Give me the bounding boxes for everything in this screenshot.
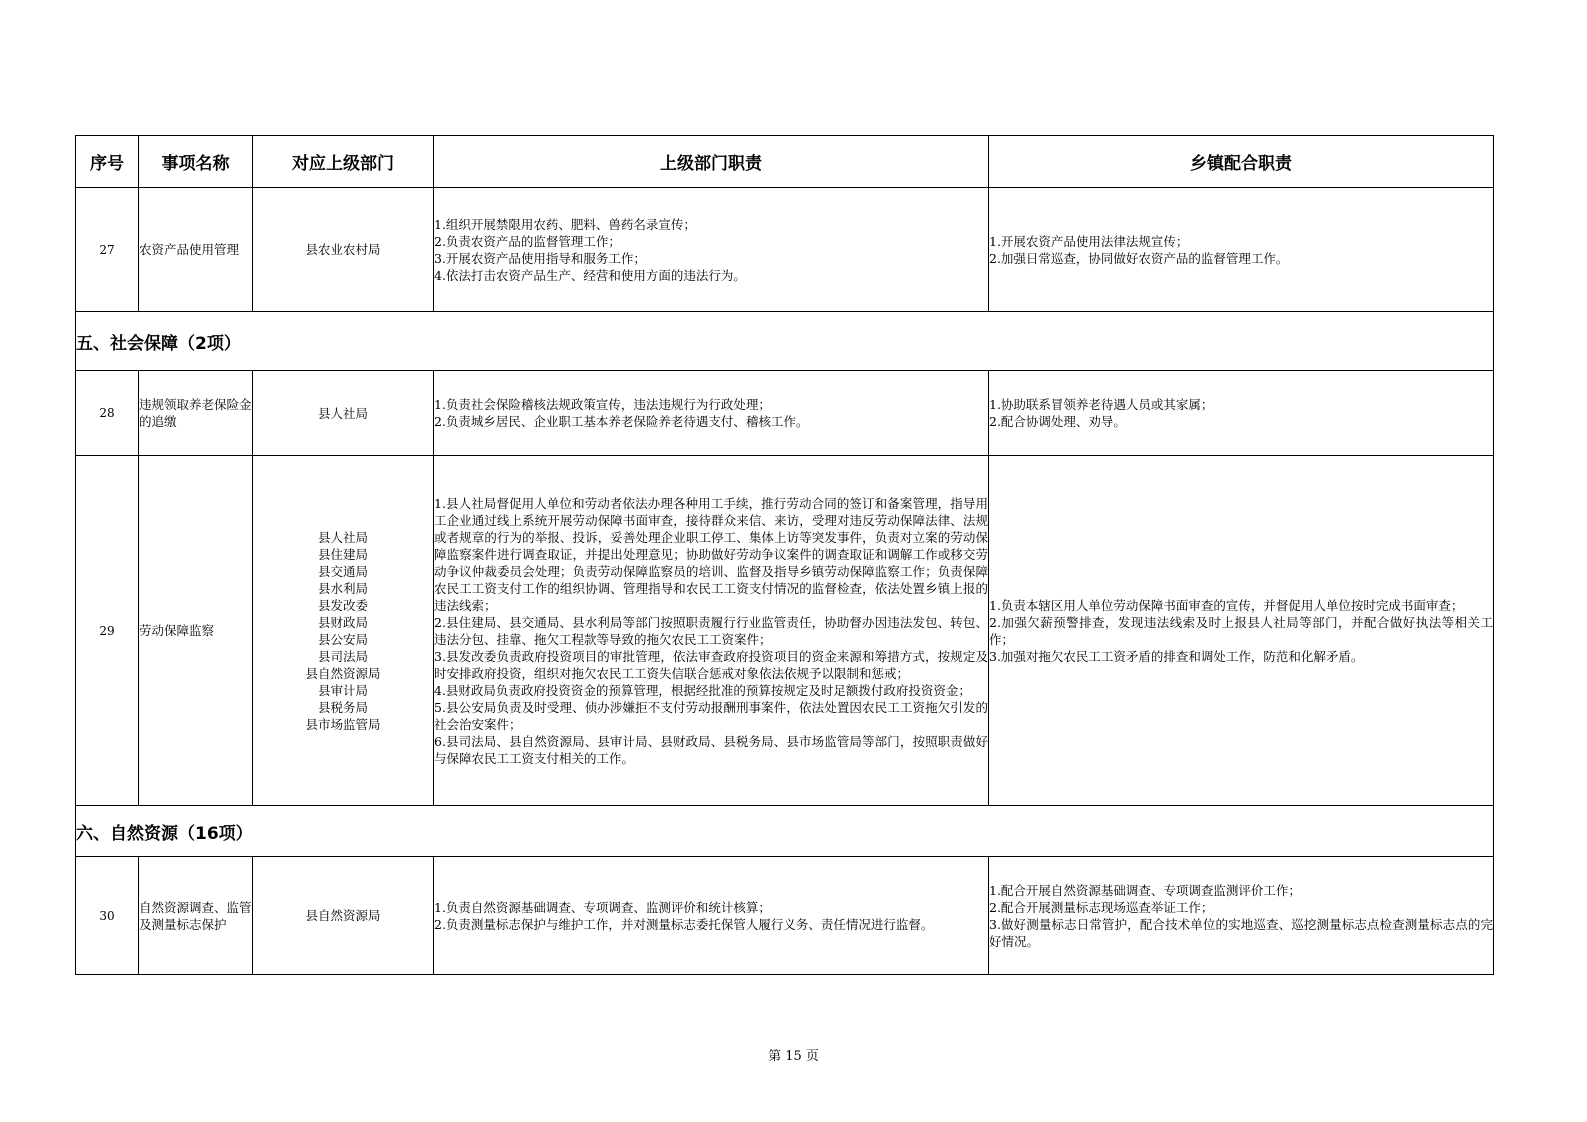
row-upper-duty	[434, 371, 989, 456]
dept-line: 县市场监管局	[305, 716, 381, 732]
row-town-duty	[989, 857, 1494, 975]
duty-line: 1.负责自然资源基础调查、专项调查、监测评价和统计核算；	[434, 899, 771, 915]
dept-line: 县公安局	[317, 631, 368, 647]
row-town-duty	[989, 371, 1494, 456]
dept-line: 县审计局	[317, 682, 368, 698]
duty-line: 3.加强对拖欠农民工工资矛盾的排查和调处工作，防范和化解矛盾。	[989, 648, 1364, 664]
row-upper-duty	[434, 456, 989, 806]
row-town-duty	[989, 456, 1494, 806]
row-dept	[253, 857, 434, 975]
section-title: 六、自然资源（16项）	[76, 806, 1494, 857]
duty-line: 1.县人社局督促用人单位和劳动者依法办理各种用工手续，推行劳动合同的签订和备案管理，指导用工企业通过线上系统开展劳动保障书面审查，接待群众来信、来访，受理对违反劳动保障法律、法规或者规章的行为的举报、投诉，妥善处理企业职工停工、集体上访等突发事件，负责对立案的劳动保障监察案件进行调查取证，并提出处理意见；协助做好劳动争议案件的调查取证和调解工作或移交劳动争议仲裁委员会处理；负责劳动保障监察员的培训、监督及指导乡镇劳动保障监察工作；负责保障农民工工资支付工作的组织协调、管理指导和农民工工资支付情况的监督检查，依法处置乡镇上报的违法线索；	[434, 495, 988, 613]
row-seq: 29	[76, 456, 139, 806]
duty-line: 3.开展农资产品使用指导和服务工作；	[434, 250, 646, 266]
duty-line: 1.开展农资产品使用法律法规宣传；	[989, 233, 1189, 249]
row-dept	[253, 371, 434, 456]
row-dept	[253, 188, 434, 312]
duty-line: 1.组织开展禁限用农药、肥料、兽药名录宣传；	[434, 216, 696, 232]
header-dept: 对应上级部门	[253, 136, 434, 188]
dept-line: 县交通局	[317, 563, 368, 579]
row-dept	[253, 456, 434, 806]
dept-line: 县人社局	[317, 529, 368, 545]
duty-line: 5.县公安局负责及时受理、侦办涉嫌拒不支付劳动报酬刑事案件，依法处置因农民工工资拖欠引发的社会治安案件；	[434, 699, 988, 732]
duty-line: 1.负责本辖区用人单位劳动保障书面审查的宣传，并督促用人单位按时完成书面审查；	[989, 597, 1464, 613]
row-seq: 27	[76, 188, 139, 312]
duty-line: 2.加强欠薪预警排查，发现违法线索及时上报县人社局等部门，并配合做好执法等相关工作；	[989, 614, 1493, 647]
duty-line: 4.依法打击农资产品生产、经营和使用方面的违法行为。	[434, 267, 746, 283]
duty-line: 4.县财政局负责政府投资资金的预算管理，根据经批准的预算按规定及时足额拨付政府投资资金；	[434, 682, 971, 698]
row-item-name: 自然资源调查、监管及测量标志保护	[139, 857, 253, 975]
duty-line: 1.协助联系冒领养老待遇人员或其家属；	[989, 397, 1214, 412]
duty-line: 1.负责社会保险稽核法规政策宣传，违法违规行为行政处理；	[434, 397, 771, 412]
dept-line: 县自然资源局	[305, 665, 381, 681]
table-row	[76, 371, 1494, 456]
dept-line: 县农业农村局	[305, 242, 381, 257]
section-title: 五、社会保障（2项）	[76, 312, 1494, 371]
duty-line: 2.负责测量标志保护与维护工作，并对测量标志委托保管人履行义务、责任情况进行监督。	[434, 916, 934, 932]
row-upper-duty	[434, 188, 989, 312]
duty-line: 2.负责城乡居民、企业职工基本养老保险养老待遇支付、稽核工作。	[434, 414, 809, 429]
header-row	[76, 136, 1494, 188]
duty-line: 2.配合协调处理、劝导。	[989, 414, 1126, 429]
header-name: 事项名称	[139, 136, 253, 188]
duty-line: 1.配合开展自然资源基础调查、专项调查监测评价工作；	[989, 882, 1301, 898]
table-row	[76, 188, 1494, 312]
dept-line: 县财政局	[317, 614, 368, 630]
header-upper-duty: 上级部门职责	[434, 136, 989, 188]
table-row	[76, 857, 1494, 975]
row-item-name: 违规领取养老保险金的追缴	[139, 371, 253, 456]
section-row	[76, 312, 1494, 371]
header-town-duty: 乡镇配合职责	[989, 136, 1494, 188]
dept-line: 县水利局	[317, 580, 368, 596]
dept-line: 县住建局	[317, 546, 368, 562]
header-seq: 序号	[76, 136, 139, 188]
row-item-name: 农资产品使用管理	[139, 188, 253, 312]
dept-line: 县司法局	[317, 648, 368, 664]
responsibility-table	[75, 135, 1494, 975]
duty-line: 2.加强日常巡查，协同做好农资产品的监督管理工作。	[989, 250, 1289, 266]
duty-line: 2.县住建局、县交通局、县水利局等部门按照职责履行行业监管责任，协助督办因违法发包、转包、违法分包、挂靠、拖欠工程款等导致的拖欠农民工工资案件；	[434, 614, 988, 647]
row-item-name: 劳动保障监察	[139, 456, 253, 806]
dept-line: 县人社局	[317, 405, 368, 421]
table-row	[76, 456, 1494, 806]
dept-line: 县发改委	[317, 597, 368, 613]
dept-line: 县税务局	[317, 699, 368, 715]
page-number: 第 15 页	[768, 1049, 819, 1064]
duty-line: 3.县发改委负责政府投资项目的审批管理，依法审查政府投资项目的资金来源和筹措方式，按规定及时安排政府投资，组织对拖欠农民工工资失信联合惩戒对象依法依规予以限制和惩戒；	[434, 648, 988, 681]
row-seq: 28	[76, 371, 139, 456]
row-seq: 30	[76, 857, 139, 975]
dept-line: 县自然资源局	[305, 908, 381, 923]
duty-line: 6.县司法局、县自然资源局、县审计局、县财政局、县税务局、县市场监管局等部门，按照职责做好与保障农民工工资支付相关的工作。	[434, 733, 988, 766]
duty-line: 2.负责农资产品的监督管理工作；	[434, 233, 621, 249]
duty-line: 3.做好测量标志日常管护，配合技术单位的实地巡查、巡挖测量标志点检查测量标志点的完好情况。	[989, 916, 1493, 949]
row-town-duty	[989, 188, 1494, 312]
section-row	[76, 806, 1494, 857]
duty-line: 2.配合开展测量标志现场巡查举证工作；	[989, 899, 1214, 915]
row-upper-duty	[434, 857, 989, 975]
